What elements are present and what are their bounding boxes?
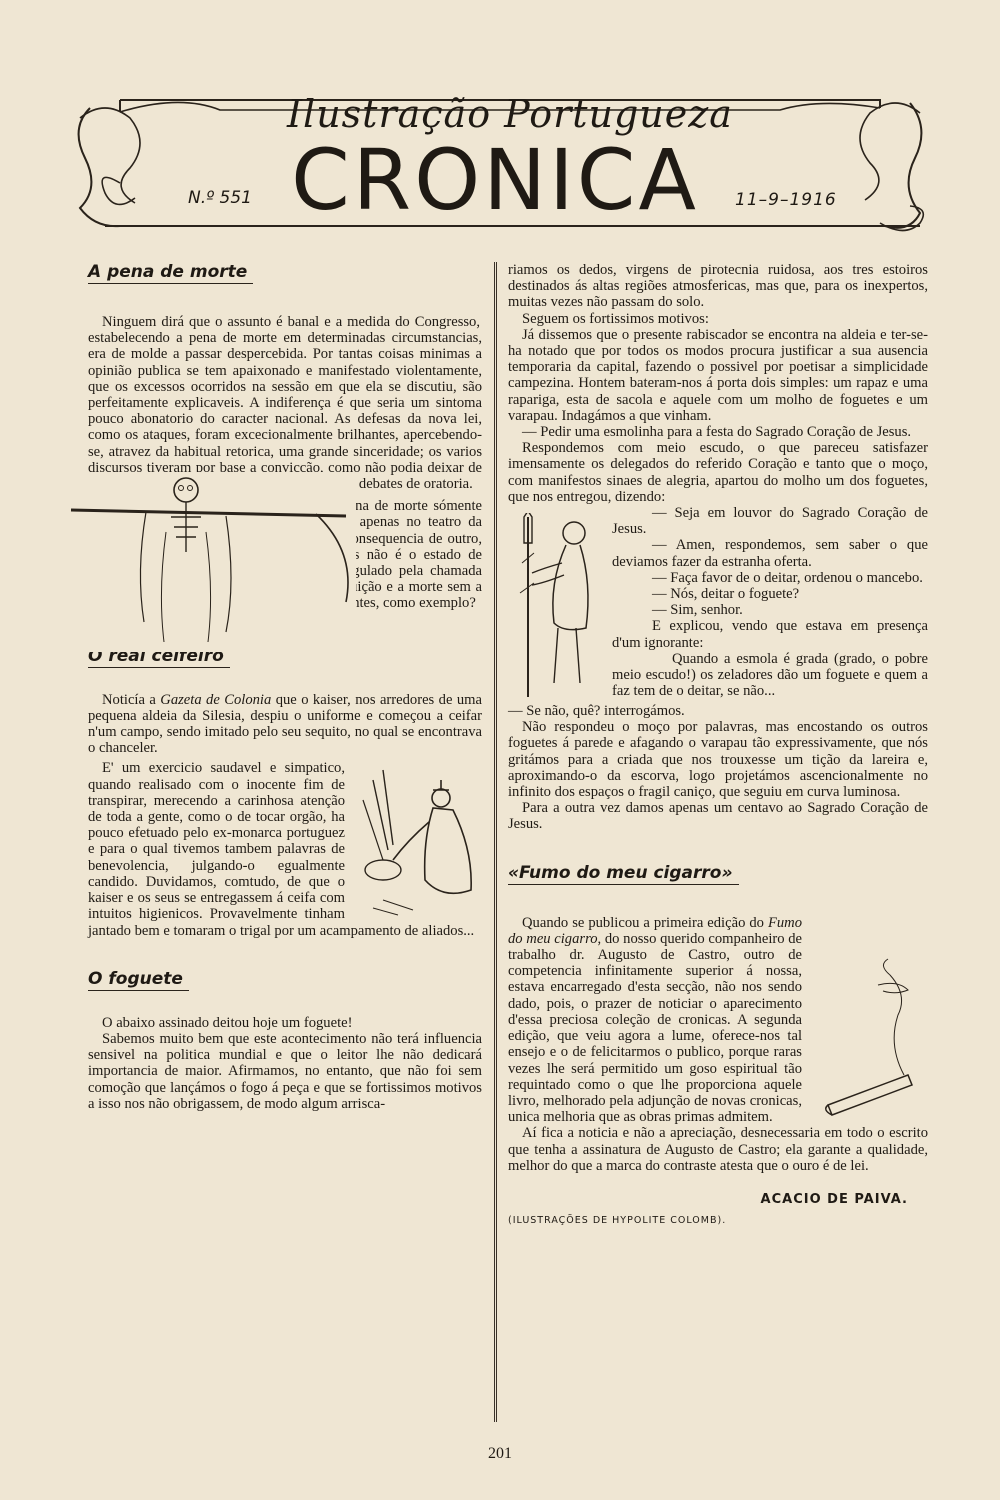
foguete-dialogue-3: — Faça favor de o deitar, ordenou o mancebo. (652, 569, 923, 586)
foguete-dialogue-6: E explicou, vendo que estava em presença d'um ignorante: (612, 618, 928, 651)
foguete-dialogue-1: — Seja em louvor do Sagrado Coração de Jesus. (612, 505, 928, 538)
foguete-dialogue-7: Quando a esmola é grada (grado, o pobre meio escudo!) os zeladores dão um foguete e quem a faz tem de o deitar, se não... (612, 650, 928, 700)
foguete-paragraph-8: Não respondeu o moço por palavras, mas encostando os outros foguetes á parede e afagando o varapau tão expressivamente, que nós gritámos para a criada que nos trouxesse um tição da lareira e, aproximando-o da escorva, logo projetámos ascencionalmente no infinito dos espaços o fragil caniço, que seguiu em curva luminosa. (508, 719, 928, 801)
foguete-paragraph-6: — Pedir uma esmolinha para a festa do Sagrado Coração de Jesus. (522, 424, 912, 441)
illustration-credit: (ILUSTRAÇÕES DE HYPOLITE COLOMB). (508, 1214, 727, 1226)
article-heading-ceifeiro: O real ceifeiro (88, 646, 230, 668)
ceifeiro-paragraph-2: E' um exercicio saudavel e simpatico, quando realisado com o inocente fim de transpirar, merecendo a carinhosa atenção de toda a gente, como o de tocar orgão, ha pouco efetuado pelo ex-monarca portuguez e para o qual tivemos tambem palavras de benevolencia, julgando-o egualmente candido. Duvidamos, comtudo, de que o kaiser e os seus se entregassem á ceifa com intuitos higienicos. Provavelmente tinham jantado bem e tomaram o trigal por um acampamento de aliados... (88, 760, 475, 939)
foguete-dialogue-4: — Nós, deitar o foguete? (652, 586, 800, 603)
foguete-paragraph-2: Sabemos muito bem que este acontecimento não terá influencia sensivel na politica mundial e que o leitor lhe não dedicará importancia de maior. Afirmamos, no entanto, que não foi sem comoção que lançámos o fogo á peça e que se fortissimos motivos a isso nos não obrigassem, de modo algum arrisca- (88, 1030, 482, 1112)
masthead-title: Ilustração Portugueza (287, 92, 733, 136)
issue-date: 11–9–1916 (735, 190, 837, 210)
foguete-paragraph-3: riamos os dedos, virgens de pirotecnia ruidosa, aos tres estoiros destinados ás altas regiões atmosfericas, mas que, para os inexpertos, muitas vezes não passam do solo. (508, 262, 928, 311)
foguete-dialogue-8: — Se não, quê? interrogámos. (508, 703, 685, 720)
author-signature: ACACIO DE PAIVA. (760, 1191, 908, 1207)
foguete-paragraph-5: Já dissemos que o presente rabiscador se encontra na aldeia e ter-se-ha notado que por todos os modos procura justificar a sua ausencia temporaria da capital, fazendo o possivel por poetisar a simplicidade campezina. Hontem bateram-nos á porta dois simples: um rapaz e uma rapariga, esta de sacola e aquele com um molho de foguetes e um varapau. Indagámos a que vinham. (508, 326, 928, 424)
foguete-paragraph-1: O abaixo assinado deitou hoje um foguete! (102, 1014, 353, 1031)
issue-number: N.º 551 (188, 188, 252, 208)
foguete-dialogue-5: — Sim, senhor. (652, 602, 743, 619)
column-divider (494, 262, 497, 1422)
skeleton-scythe-figure (66, 472, 356, 652)
foguete-paragraph-7: Respondemos com meio escudo, o que pareceu satisfazer imensamente os delegados do referido Coração e tanto que o moço, com manifestos sinaes de alegria, apartou do molho um dos foguetes, que nos entregou, dizendo: (508, 440, 928, 505)
foguete-dialogue-2: — Amen, respondemos, sem saber o que deviamos fazer da estranha oferta. (612, 537, 928, 570)
page-number: 201 (488, 1445, 512, 1462)
fumo-paragraph-2: Aí fica a noticia e não a apreciação, desnecessaria em todo o escrito que tenha a assinatura de Augusto de Castro; ela garante a qualidade, melhor do que a marca do contraste atesta que o ouro é de lei. (508, 1125, 928, 1174)
right-column (508, 262, 928, 1226)
pena-paragraph-2: Por fim a lei votou-se, aprovando-se a pena de morte sómente em caso de guerra com paiz estrangeiro e apenas no teatro da guerra, isto é, sancionou-se um mal que é consequencia de outro, que os codigos tambem não regeitam. Pois não é o estado de guerra um facto unanimemente aceite e regulado pela chamada civilisação e n'ele não se proclamam a destruição e a morte sem a desculpa da sua necessidade como pena, ou antes, como exemplo? (88, 498, 482, 612)
ceifeiro-paragraph-1: Noticía a Gazeta de Colonia que o kaiser, nos arredores de uma pequena aldeia da Silesia, despiu o uniforme e começou a ceifar n'um campo, sendo imitado pelo seu sequito, no qual se encontrava o chanceler. (88, 691, 482, 757)
kaiser-reaper-icon (353, 760, 488, 920)
rocket-man-icon (514, 513, 604, 703)
foguete-paragraph-4: Seguem os fortissimos motivos: (522, 310, 709, 327)
left-column (88, 262, 482, 1112)
article-heading-foguete: O foguete (88, 969, 189, 991)
pena-paragraph-1: Ninguem dirá que o assunto é banal e a medida do Congresso, estabelecendo a pena de morte em determinadas circumstancias, era de molde a passar despercebida. Por tantas coisas minimas a opinião publica se tem apaixonado e manifestado violentamente, que os excessos ocorridos na sessão em que ela se discutiu, são perfeitamente explicaveis. A indiferença é que seria um sintoma pouco abonatorio do caracter nacional. As defesas da nova lei, como os ataques, foram excecionalmente brilhantes, apercebendo-se, atravez da habitual retorica, uma grande sinceridade; os varios discursos tiveram por base a convicção, como não podia deixar de ser, porque a vida humana não é frioleira para debates de oratoria. (88, 314, 482, 493)
fumo-paragraph-1: Quando se publicou a primeira edição do Fumo do meu cigarro, do nosso querido companheiro de trabalho dr. Augusto de Castro, outro de competencia infinitamente superior á nossa, estava encarregado d'esta secção, não nos sendo dado, pois, o prazer de noticiar o aparecimento d'essa preciosa coleção de cronicas. A segunda edição, que veiu agora a lume, oferece-nos tal ensejo e o de felicitarmos o publico, porque raras vezes lhe será permitido um goso espiritual tão requintado como o que lhe proporciona aquele livro, melhorado pela adjunção de novas cronicas, unica melhoria que as obras primas admitem. (508, 914, 802, 1126)
cigarette-icon (808, 955, 928, 1125)
section-title: CRONICA (291, 131, 699, 229)
article-heading-fumo: «Fumo do meu cigarro» (508, 863, 739, 885)
article-heading-pena: A pena de morte (88, 262, 253, 284)
foguete-paragraph-9: Para a outra vez damos apenas um centavo ao Sagrado Coração de Jesus. (508, 800, 928, 833)
